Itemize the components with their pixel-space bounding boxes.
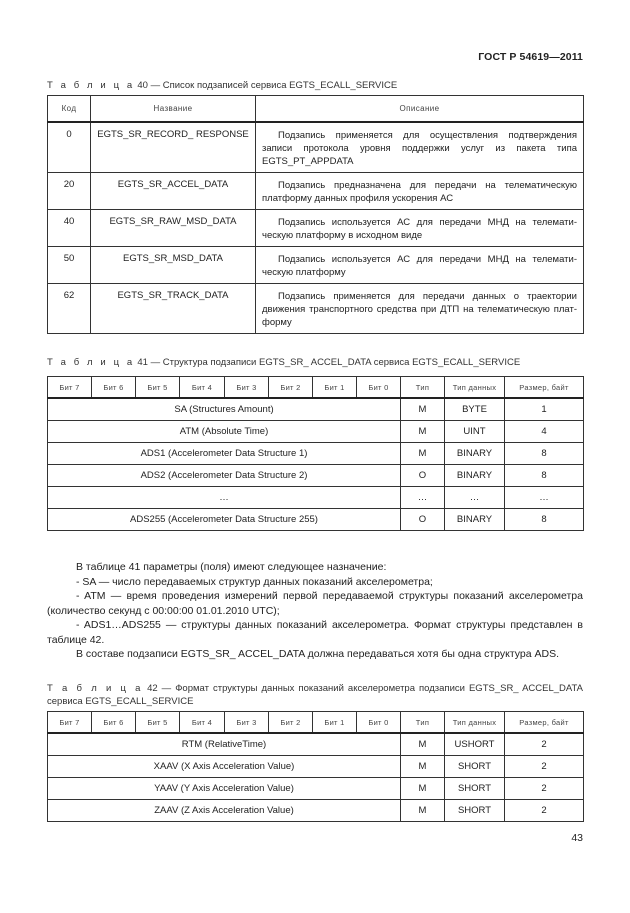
size-cell: 8 (505, 509, 584, 531)
table40-header-desc: Описание (256, 96, 584, 123)
table40 (47, 95, 584, 334)
type-cell: SHORT (445, 756, 505, 778)
name-cell: EGTS_SR_ACCEL_DATA (91, 173, 256, 210)
header-type: Тип (401, 712, 445, 734)
table42-caption-prefix: Т а б л и ц а (47, 683, 144, 694)
table40-header-code: Код (48, 96, 91, 123)
type-cell: BINARY (445, 443, 505, 465)
size-cell: 4 (505, 421, 584, 443)
table42 (47, 711, 584, 822)
size-cell: 8 (505, 465, 584, 487)
field-cell: … (48, 487, 401, 509)
field-cell: ADS2 (Accelerometer Data Structure 2) (48, 465, 401, 487)
table42-caption-text: 42 — Формат структуры данных показаний акселерометра подзаписи EGTS_SR_ ACCEL_DATA сервиса EGTS_ECALL_SERVICE (47, 683, 583, 707)
header-bit3: Бит 3 (225, 377, 269, 399)
type-cell: BYTE (445, 398, 505, 421)
header-bit7: Бит 7 (48, 712, 92, 734)
desc-cell: Подзапись предназначена для передачи на телематическую платформу данных профиля ускорения АС (256, 173, 584, 210)
size-cell: … (505, 487, 584, 509)
table-row (48, 465, 584, 487)
name-cell: EGTS_SR_MSD_DATA (91, 247, 256, 284)
code-cell: 50 (48, 247, 91, 284)
table41-caption-text: 41 — Структура подзаписи EGTS_SR_ ACCEL_DATA сервиса EGTS_ECALL_SERVICE (134, 357, 521, 368)
paragraph: В таблице 41 параметры (поля) имеют следующее назначение: (76, 561, 387, 573)
field-cell: YAAV (Y Axis Acceleration Value) (48, 778, 401, 800)
table40-caption (47, 80, 397, 91)
table41-caption-prefix: Т а б л и ц а (47, 357, 135, 368)
req-cell: M (401, 421, 445, 443)
req-cell: M (401, 443, 445, 465)
header-data-type: Тип данных (445, 377, 505, 399)
size-cell: 1 (505, 398, 584, 421)
header-bit4: Бит 4 (180, 712, 225, 734)
table-row (48, 487, 584, 509)
field-cell: ADS255 (Accelerometer Data Structure 255) (48, 509, 401, 531)
header-bit4: Бит 4 (180, 377, 225, 399)
req-cell: M (401, 733, 445, 756)
table-row (48, 210, 584, 247)
size-cell: 2 (505, 756, 584, 778)
type-cell: BINARY (445, 465, 505, 487)
table40-caption-prefix: Т а б л и ц а (47, 80, 135, 91)
req-cell: … (401, 487, 445, 509)
standard-header: ГОСТ Р 54619—2011 (478, 51, 583, 63)
paragraph: В составе подзаписи EGTS_SR_ ACCEL_DATA должна передаваться хотя бы одна структура ADS. (76, 648, 560, 660)
table41 (47, 376, 584, 531)
header-bit0: Бит 0 (357, 712, 401, 734)
desc-cell: Подзапись применяется для передачи данных о траектории движения транспортного средства при ДТП на телематическую платформу (256, 284, 584, 334)
size-cell: 2 (505, 778, 584, 800)
table42-caption (47, 682, 583, 708)
type-cell: USHORT (445, 733, 505, 756)
table-row (48, 733, 584, 756)
field-cell: ZAAV (Z Axis Acceleration Value) (48, 800, 401, 822)
type-cell: UINT (445, 421, 505, 443)
type-cell: SHORT (445, 800, 505, 822)
table40-header-name: Название (91, 96, 256, 123)
size-cell: 2 (505, 800, 584, 822)
body-text (47, 560, 583, 662)
paragraph: - ATM — время проведения измерений первой передаваемой структуры показаний акселерометра (количество секунд с 00:00:00 01.01.2010 UTC); (47, 590, 583, 617)
size-cell: 8 (505, 443, 584, 465)
desc-cell: Подзапись применяется для осуществления подтверждения записи протокола уровня поддержки услуг из пакета типа EGTS_PT_APPDATA (256, 122, 584, 173)
table-row (48, 173, 584, 210)
table-row (48, 122, 584, 173)
field-cell: ADS1 (Accelerometer Data Structure 1) (48, 443, 401, 465)
name-cell: EGTS_SR_RECORD_ RESPONSE (91, 122, 256, 173)
header-bit1: Бит 1 (313, 712, 357, 734)
header-bit5: Бит 5 (136, 377, 180, 399)
table40-caption-text: 40 — Список подзаписей сервиса EGTS_ECALL_SERVICE (134, 80, 398, 91)
table-row (48, 800, 584, 822)
header-size: Размер, байт (505, 377, 584, 399)
req-cell: O (401, 465, 445, 487)
type-cell: BINARY (445, 509, 505, 531)
table-row (48, 756, 584, 778)
req-cell: M (401, 778, 445, 800)
header-bit2: Бит 2 (269, 712, 313, 734)
type-cell: SHORT (445, 778, 505, 800)
header-bit5: Бит 5 (136, 712, 180, 734)
code-cell: 20 (48, 173, 91, 210)
paragraph: - ADS1…ADS255 — структуры данных показаний акселерометра. Формат структуры представлен в таблице 42. (47, 619, 583, 646)
table-row (48, 247, 584, 284)
header-bit3: Бит 3 (225, 712, 269, 734)
header-bit7: Бит 7 (48, 377, 92, 399)
field-cell: RTM (RelativeTime) (48, 733, 401, 756)
req-cell: M (401, 756, 445, 778)
header-bit2: Бит 2 (269, 377, 313, 399)
code-cell: 62 (48, 284, 91, 334)
table-row (48, 398, 584, 421)
code-cell: 40 (48, 210, 91, 247)
header-type: Тип (401, 377, 445, 399)
table-row (48, 284, 584, 334)
name-cell: EGTS_SR_RAW_MSD_DATA (91, 210, 256, 247)
table-row (48, 509, 584, 531)
desc-cell: Подзапись используется АС для передачи МНД на телематическую платформу в исходном виде (256, 210, 584, 247)
header-bit6: Бит 6 (92, 377, 136, 399)
header-bit0: Бит 0 (357, 377, 401, 399)
table-row (48, 778, 584, 800)
type-cell: … (445, 487, 505, 509)
table41-caption (47, 357, 520, 368)
table-row (48, 421, 584, 443)
req-cell: M (401, 800, 445, 822)
header-data-type: Тип данных (445, 712, 505, 734)
header-bit1: Бит 1 (313, 377, 357, 399)
req-cell: O (401, 509, 445, 531)
header-size: Размер, байт (505, 712, 584, 734)
code-cell: 0 (48, 122, 91, 173)
req-cell: M (401, 398, 445, 421)
page-number: 43 (571, 832, 583, 844)
name-cell: EGTS_SR_TRACK_DATA (91, 284, 256, 334)
paragraph: - SA — число передаваемых структур данных показаний акселерометра; (76, 575, 433, 588)
desc-cell: Подзапись используется АС для передачи МНД на телематическую платформу (256, 247, 584, 284)
table-row (48, 443, 584, 465)
header-bit6: Бит 6 (92, 712, 136, 734)
field-cell: ATM (Absolute Time) (48, 421, 401, 443)
field-cell: SA (Structures Amount) (48, 398, 401, 421)
field-cell: XAAV (X Axis Acceleration Value) (48, 756, 401, 778)
size-cell: 2 (505, 733, 584, 756)
